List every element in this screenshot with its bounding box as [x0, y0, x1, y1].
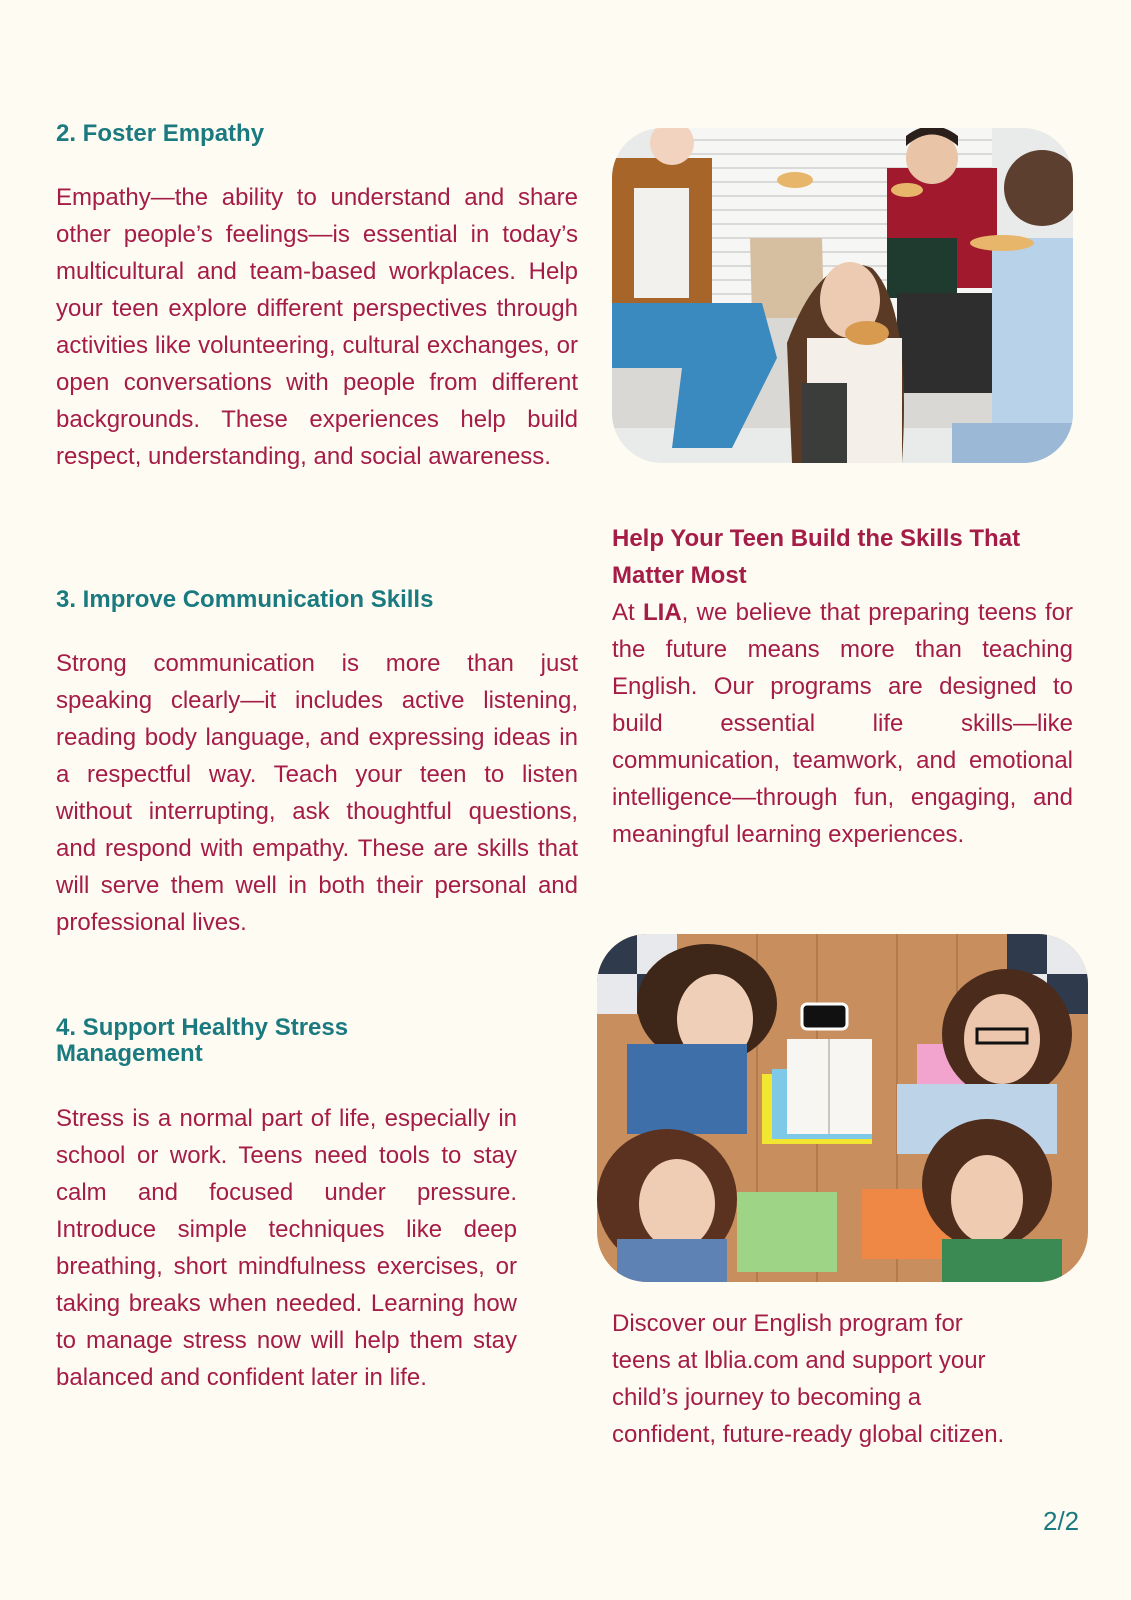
photo-girls-studying — [597, 934, 1088, 1282]
cta-line-1: Discover our English program for — [612, 1310, 963, 1337]
girls-studying-image-icon — [597, 934, 1088, 1282]
promo-block — [612, 520, 1073, 853]
section-heading-stress-line2: Management — [56, 1040, 203, 1067]
photo-teens-pizza — [612, 128, 1073, 463]
promo-heading: Help Your Teen Build the Skills That Matter Most — [612, 525, 1021, 589]
teens-pizza-image-icon — [612, 128, 1073, 463]
section-body-stress: Stress is a normal part of life, especially in school or work. Teens need tools to stay calm and focused under pressure. Introduce simple techniques like deep breathing, short mindfulness exercises, or taking breaks when needed. Learning how to manage stress now will help them stay balanced and confident later in life. — [56, 1105, 517, 1391]
section-body-empathy: Empathy—the ability to understand and share other people’s feelings—is essential in today’s multicultural and team-based workplaces. Help your teen explore different perspectives through activities like volunteering, cultural exchanges, or open conversations with people from different backgrounds. These experiences help build respect, understanding, and social awareness. — [56, 184, 578, 470]
section-heading-stress-line1: 4. Support Healthy Stress — [56, 1014, 349, 1041]
promo-body — [612, 594, 1073, 853]
cta-line-3: child’s journey to becoming a — [612, 1384, 922, 1411]
section-body-communication: Strong communication is more than just speaking clearly—it includes active listening, reading body language, and expressing ideas in a respectful way. Teach your teen to listen without interrupting, ask thoughtful questions, and respond with empathy. These are skills that will serve them well in both their personal and professional lives. — [56, 650, 578, 936]
section-heading-empathy: 2. Foster Empathy — [56, 120, 265, 147]
cta-line-2: teens at lblia.com and support your — [612, 1347, 986, 1374]
promo-body-prefix: At — [612, 599, 643, 626]
brand-name: LIA — [642, 599, 682, 626]
cta-line-4: confident, future-ready global citizen. — [612, 1421, 1005, 1448]
cta-block — [612, 1305, 1082, 1453]
page-number: 2/2 — [1043, 1506, 1080, 1536]
section-heading-communication: 3. Improve Communication Skills — [56, 586, 434, 613]
promo-body-rest: , we believe that preparing teens for the future means more than teaching English. Our programs are designed to build essential life skills—like communication, teamwork, and emotional intelligence—through fun, engaging, and meaningful learning experiences. — [612, 599, 1074, 848]
section-heading-stress — [56, 1015, 348, 1067]
